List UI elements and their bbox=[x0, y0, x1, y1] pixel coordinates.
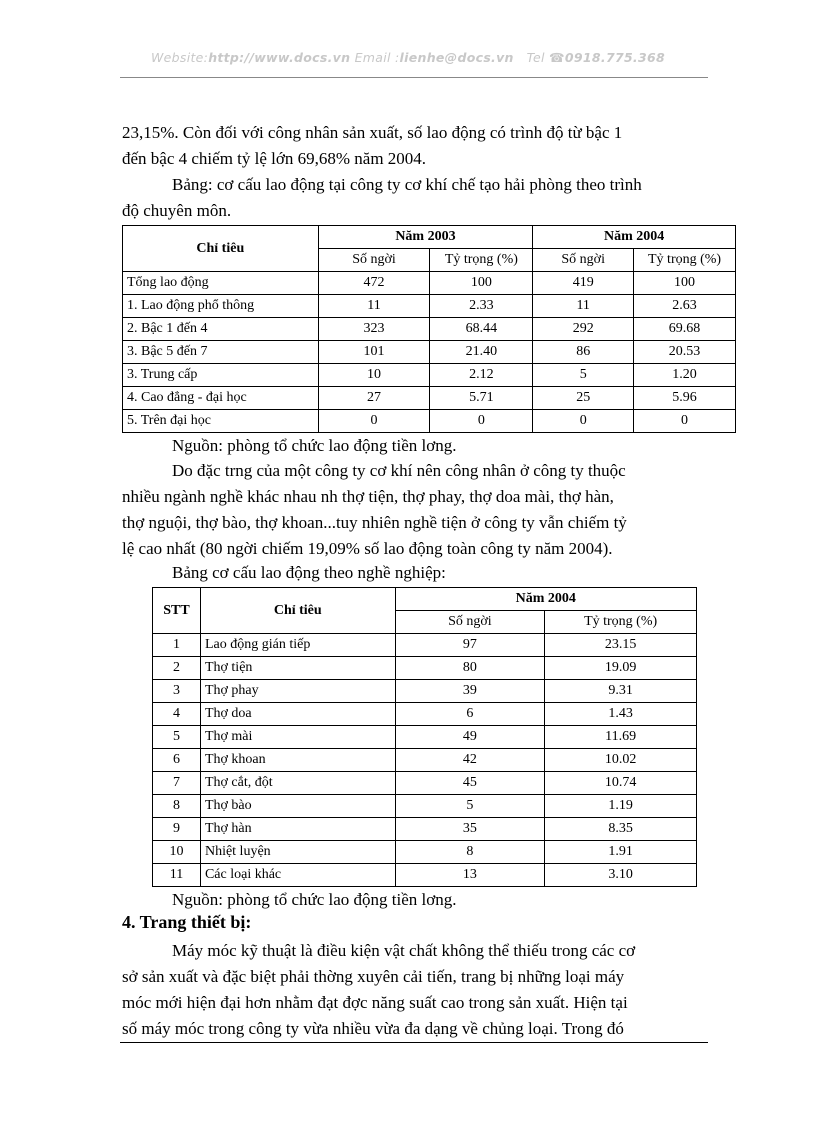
cell-value: 11 bbox=[318, 295, 430, 318]
row-label: Nhiệt luyện bbox=[200, 841, 395, 864]
paragraph-line: móc mới hiện đại hơn nhằm đạt đợc năng suất cao trong sản xuất. Hiện tại bbox=[122, 993, 628, 1012]
email-link[interactable]: lienhe@docs.vn bbox=[399, 50, 514, 65]
cell-value: 0 bbox=[533, 410, 634, 433]
cell-value: 86 bbox=[533, 341, 634, 364]
year-2003-header: Năm 2003 bbox=[318, 226, 533, 249]
occupation-structure-table bbox=[152, 587, 697, 887]
sub-header-percent: Tỷ trọng (%) bbox=[430, 249, 533, 272]
cell-value: 68.44 bbox=[430, 318, 533, 341]
table-1-source: Nguồn: phòng tổ chức lao động tiền lơng. bbox=[172, 436, 457, 455]
table-row bbox=[153, 841, 697, 864]
paragraph-line: thợ nguội, thợ bào, thợ khoan...tuy nhiên nghề tiện ở công ty vẫn chiếm tỷ bbox=[122, 513, 627, 532]
cell-value: 8.35 bbox=[545, 818, 697, 841]
cell-value: 13 bbox=[395, 864, 545, 887]
row-stt: 7 bbox=[153, 772, 201, 795]
cell-value: 11 bbox=[533, 295, 634, 318]
table-row bbox=[123, 318, 736, 341]
cell-value: 5.96 bbox=[634, 387, 736, 410]
row-label: Thợ khoan bbox=[200, 749, 395, 772]
paragraph-2 bbox=[122, 458, 706, 562]
paragraph-line: Máy móc kỹ thuật là điều kiện vật chất không thể thiếu trong các cơ bbox=[172, 941, 636, 960]
cell-value: 0 bbox=[634, 410, 736, 433]
cell-value: 5 bbox=[395, 795, 545, 818]
row-label: 1. Lao động phổ thông bbox=[123, 295, 319, 318]
cell-value: 21.40 bbox=[430, 341, 533, 364]
table-2-caption: Bảng cơ cấu lao động theo nghề nghiệp: bbox=[172, 563, 446, 582]
cell-value: 101 bbox=[318, 341, 430, 364]
paragraph-1 bbox=[122, 120, 706, 172]
cell-value: 1.20 bbox=[634, 364, 736, 387]
row-label: Thợ tiện bbox=[200, 657, 395, 680]
cell-value: 20.53 bbox=[634, 341, 736, 364]
row-label: Thợ hàn bbox=[200, 818, 395, 841]
table-row bbox=[153, 864, 697, 887]
cell-value: 5 bbox=[533, 364, 634, 387]
cell-value: 0 bbox=[430, 410, 533, 433]
cell-value: 10.02 bbox=[545, 749, 697, 772]
row-stt: 11 bbox=[153, 864, 201, 887]
row-label: 3. Bậc 5 đến 7 bbox=[123, 341, 319, 364]
cell-value: 5.71 bbox=[430, 387, 533, 410]
row-stt: 1 bbox=[153, 634, 201, 657]
table-row bbox=[153, 703, 697, 726]
email-label: Email : bbox=[354, 50, 400, 65]
cell-value: 8 bbox=[395, 841, 545, 864]
table-row bbox=[153, 726, 697, 749]
row-label: Lao động gián tiếp bbox=[200, 634, 395, 657]
paragraph-line: lệ cao nhất (80 ngời chiếm 19,09% số lao động toàn công ty năm 2004). bbox=[122, 539, 613, 558]
year-2004-header: Năm 2004 bbox=[395, 588, 696, 611]
table-1-caption bbox=[122, 172, 706, 224]
table-row bbox=[153, 634, 697, 657]
cell-value: 6 bbox=[395, 703, 545, 726]
cell-value: 2.63 bbox=[634, 295, 736, 318]
row-label: 3. Trung cấp bbox=[123, 364, 319, 387]
table-row bbox=[123, 387, 736, 410]
row-label: Thợ mài bbox=[200, 726, 395, 749]
col-indicator-header: Chỉ tiêu bbox=[123, 226, 319, 272]
paragraph-line: 23,15%. Còn đối với công nhân sản xuất, số lao động có trình độ từ bậc 1 bbox=[122, 123, 623, 142]
cell-value: 2.12 bbox=[430, 364, 533, 387]
sub-header-people: Số ngời bbox=[395, 611, 545, 634]
cell-value: 80 bbox=[395, 657, 545, 680]
sub-header-people: Số ngời bbox=[318, 249, 430, 272]
paragraph-line: nhiều ngành nghề khác nhau nh thợ tiện, thợ phay, thợ doa mài, thợ hàn, bbox=[122, 487, 614, 506]
table-row bbox=[153, 749, 697, 772]
row-label: Tổng lao động bbox=[123, 272, 319, 295]
table-2-source: Nguồn: phòng tổ chức lao động tiền lơng. bbox=[172, 890, 457, 909]
footer-rule bbox=[120, 1042, 708, 1043]
table-row bbox=[123, 295, 736, 318]
table-row bbox=[123, 341, 736, 364]
sub-header-percent: Tỷ trọng (%) bbox=[634, 249, 736, 272]
row-stt: 10 bbox=[153, 841, 201, 864]
sub-header-people: Số ngời bbox=[533, 249, 634, 272]
row-label: Thợ cắt, đột bbox=[200, 772, 395, 795]
cell-value: 1.43 bbox=[545, 703, 697, 726]
cell-value: 1.91 bbox=[545, 841, 697, 864]
cell-value: 45 bbox=[395, 772, 545, 795]
cell-value: 35 bbox=[395, 818, 545, 841]
cell-value: 10 bbox=[318, 364, 430, 387]
table-row bbox=[123, 410, 736, 433]
col-indicator-header: Chỉ tiêu bbox=[200, 588, 395, 634]
tel-label: Tel bbox=[526, 50, 545, 65]
cell-value: 10.74 bbox=[545, 772, 697, 795]
cell-value: 49 bbox=[395, 726, 545, 749]
row-label: 2. Bậc 1 đến 4 bbox=[123, 318, 319, 341]
website-label: Website: bbox=[151, 50, 209, 65]
cell-value: 323 bbox=[318, 318, 430, 341]
table-row bbox=[123, 272, 736, 295]
paragraph-line: số máy móc trong công ty vừa nhiều vừa đa dạng về chủng loại. Trong đó bbox=[122, 1019, 624, 1038]
sub-header-percent: Tỷ trọng (%) bbox=[545, 611, 697, 634]
row-stt: 5 bbox=[153, 726, 201, 749]
table-row bbox=[153, 680, 697, 703]
row-label: Thợ doa bbox=[200, 703, 395, 726]
row-stt: 3 bbox=[153, 680, 201, 703]
year-2004-header: Năm 2004 bbox=[533, 226, 736, 249]
table-row bbox=[153, 657, 697, 680]
table-row bbox=[123, 364, 736, 387]
cell-value: 11.69 bbox=[545, 726, 697, 749]
table-row bbox=[153, 772, 697, 795]
tel-number: 0918.775.368 bbox=[564, 50, 665, 65]
row-label: 5. Trên đại học bbox=[123, 410, 319, 433]
cell-value: 100 bbox=[430, 272, 533, 295]
cell-value: 19.09 bbox=[545, 657, 697, 680]
paragraph-line: đến bậc 4 chiếm tỷ lệ lớn 69,68% năm 2004. bbox=[122, 149, 427, 168]
cell-value: 0 bbox=[318, 410, 430, 433]
col-stt-header: STT bbox=[153, 588, 201, 634]
row-label: Thợ bào bbox=[200, 795, 395, 818]
caption-line: độ chuyên môn. bbox=[122, 201, 232, 220]
page-header bbox=[0, 50, 816, 65]
cell-value: 97 bbox=[395, 634, 545, 657]
row-stt: 6 bbox=[153, 749, 201, 772]
section-heading: 4. Trang thiết bị: bbox=[122, 912, 252, 932]
website-link[interactable]: http://www.docs.vn bbox=[208, 50, 351, 65]
cell-value: 100 bbox=[634, 272, 736, 295]
cell-value: 25 bbox=[533, 387, 634, 410]
paragraph-3 bbox=[122, 938, 706, 1042]
row-stt: 8 bbox=[153, 795, 201, 818]
cell-value: 2.33 bbox=[430, 295, 533, 318]
row-stt: 2 bbox=[153, 657, 201, 680]
row-stt: 9 bbox=[153, 818, 201, 841]
cell-value: 42 bbox=[395, 749, 545, 772]
cell-value: 472 bbox=[318, 272, 430, 295]
cell-value: 292 bbox=[533, 318, 634, 341]
row-label: Thợ phay bbox=[200, 680, 395, 703]
cell-value: 3.10 bbox=[545, 864, 697, 887]
header-rule bbox=[120, 77, 708, 78]
table-row bbox=[153, 795, 697, 818]
row-stt: 4 bbox=[153, 703, 201, 726]
row-label: Các loại khác bbox=[200, 864, 395, 887]
cell-value: 9.31 bbox=[545, 680, 697, 703]
education-structure-table bbox=[122, 225, 736, 433]
cell-value: 419 bbox=[533, 272, 634, 295]
row-label: 4. Cao đẳng - đại học bbox=[123, 387, 319, 410]
cell-value: 1.19 bbox=[545, 795, 697, 818]
caption-line: Bảng: cơ cấu lao động tại công ty cơ khí chế tạo hải phòng theo trình bbox=[172, 175, 642, 194]
cell-value: 69.68 bbox=[634, 318, 736, 341]
cell-value: 39 bbox=[395, 680, 545, 703]
paragraph-line: Do đặc trng của một công ty cơ khí nên công nhân ở công ty thuộc bbox=[172, 461, 626, 480]
paragraph-line: sở sản xuất và đặc biệt phải thờng xuyên cải tiến, trang bị những loại máy bbox=[122, 967, 625, 986]
cell-value: 27 bbox=[318, 387, 430, 410]
cell-value: 23.15 bbox=[545, 634, 697, 657]
table-row bbox=[153, 818, 697, 841]
phone-icon: ☎ bbox=[549, 50, 565, 65]
